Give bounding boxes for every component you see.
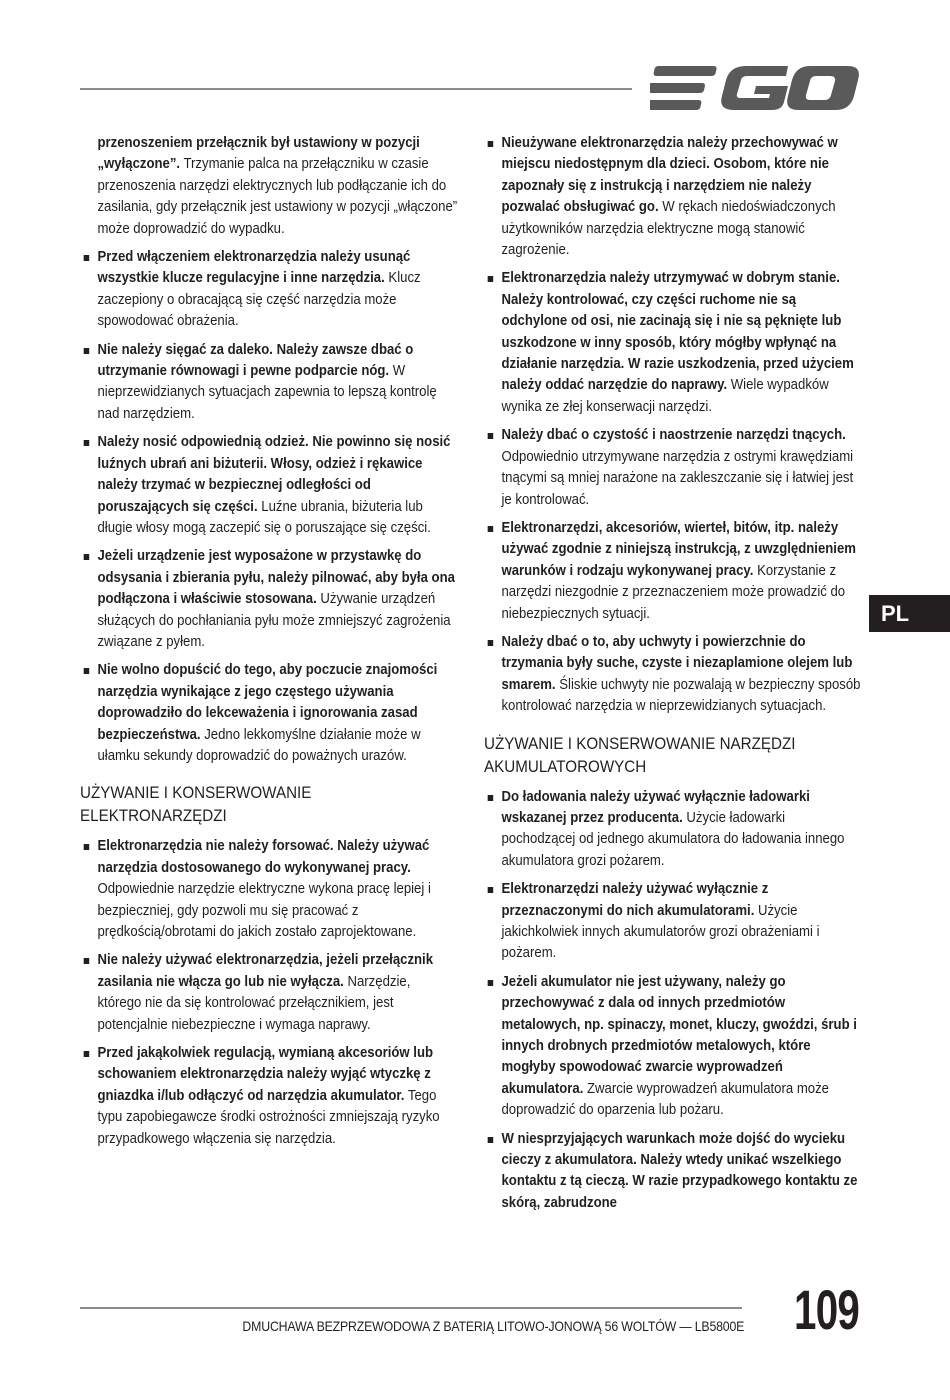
bullet-icon bbox=[84, 668, 90, 674]
left-column bbox=[80, 133, 458, 1157]
list-item: Elektronarzędzi, akcesoriów, wierteł, bitów, itp. należy używać zgodnie z niniejszą instrukcją, z uwzględnieniem warunków i rodzaju wykonywanej pracy. Korzystanie z narzędzi niezgodnie z przeznaczeniem może prowadzić do niebezpiecznych sytuacji. bbox=[484, 518, 861, 625]
bullet-icon bbox=[84, 440, 90, 446]
bullet-icon bbox=[84, 1051, 90, 1057]
bullet-icon bbox=[84, 348, 90, 354]
list-item: Do ładowania należy używać wyłącznie ładowarki wskazanej przez producenta. Użycie ładowarki pochodzącej od jednego akumulatora do ładowania innego akumulatora grozi pożarem. bbox=[484, 787, 861, 873]
header-rule bbox=[80, 88, 632, 90]
bullet-icon bbox=[488, 980, 494, 986]
list-item: Jeżeli akumulator nie jest używany, należy go przechowywać z dala od innych przedmiotów metalowych, np. spinaczy, monet, kluczy, gwoździ, śrub i innych drobnych przedmiotów metalowych, które mogłyby spowodować zwarcie wyprowadzeń akumulatora. Zwarcie wyprowadzeń akumulatora może doprowadzić do oparzenia lub pożaru. bbox=[484, 972, 861, 1122]
bullet-icon bbox=[488, 141, 494, 147]
list-item: Przed włączeniem elektronarzędzia należy usunąć wszystkie klucze regulacyjne i inne narzędzia. Klucz zaczepiony o obracającą się część narzędzia może spowodować obrażenia. bbox=[80, 247, 457, 333]
list-item: Nie należy używać elektronarzędzia, jeżeli przełącznik zasilania nie włącza go lub nie wyłącza. Narzędzie, którego nie da się kontrolować przełącznikiem, jest potencjalnie niebezpieczne i wymaga naprawy. bbox=[80, 950, 457, 1036]
bullet-icon bbox=[488, 276, 494, 282]
bullet-icon bbox=[488, 795, 494, 801]
list-item: W niesprzyjających warunkach może dojść do wycieku cieczy z akumulatora. Należy wtedy unikać wszelkiego kontaktu z tą cieczą. W razie przypadkowego kontaktu ze skórą, zabrudzone bbox=[484, 1129, 861, 1215]
list-item: Należy dbać o to, aby uchwyty i powierzchnie do trzymania były suche, czyste i niezaplamione olejem lub smarem. Śliskie uchwyty nie pozwalają w bezpieczny sposób kontrolować narzędzia w nieprzewidzianych sytuacjach. bbox=[484, 632, 861, 718]
list-item: Przed jakąkolwiek regulacją, wymianą akcesoriów lub schowaniem elektronarzędzia należy wyjąć wtyczkę z gniazdka i/lub odłączyć od narzędzia akumulator. Tego typu zapobiegawcze środki ostrożności zmniejszają ryzyko przypadkowego włączenia się narzędzia. bbox=[80, 1043, 457, 1150]
bullet-icon bbox=[488, 640, 494, 646]
list-item: Elektronarzędzia nie należy forsować. Należy używać narzędzia dostosowanego do wykonywanej pracy. Odpowiednie narzędzie elektryczne wykona pracę lepiej i bezpieczniej, gdy pozwoli mu się pracować z prędkością/obrotami do jakich zostało zaprojektowane. bbox=[80, 836, 457, 943]
list-item: Nie należy sięgać za daleko. Należy zawsze dbać o utrzymanie równowagi i pewne podparcie nóg. W nieprzewidzianych sytuacjach zapewnia to lepszą kontrolę nad narzędziem. bbox=[80, 340, 457, 426]
intro-paragraph: przenoszeniem przełącznik był ustawiony w pozycji „wyłączone”. Trzymanie palca na przełączniku w czasie przenoszenia narzędzi elektrycznych lub podłączanie ich do zasilania, gdy przełącznik jest ustawiony w pozycji „włączone” może doprowadzić do wypadku. bbox=[97, 135, 458, 237]
list-item: Należy nosić odpowiednią odzież. Nie powinno się nosić luźnych ubrań ani biżuterii. Włosy, odzież i rękawice należy trzymać w bezpiecznej odległości od poruszających się części. Luźne ubrania, biżuteria lub długie włosy mogą zaczepić się o poruszające się części. bbox=[80, 432, 457, 539]
bullet-icon bbox=[84, 255, 90, 261]
language-tab: PL bbox=[869, 595, 950, 632]
bullet-icon bbox=[84, 554, 90, 560]
bullet-icon bbox=[84, 958, 90, 964]
bullet-icon bbox=[488, 887, 494, 893]
list-item: Nieużywane elektronarzędzia należy przechowywać w miejscu niedostępnym dla dzieci. Osobom, które nie zapoznały się z instrukcją i narzędziem nie należy pozwalać obsługiwać go. W rękach niedoświadczonych użytkowników narzędzia elektryczne mogą stanowić zagrożenie. bbox=[484, 133, 861, 261]
list-item: Należy dbać o czystość i naostrzenie narzędzi tnących. Odpowiednio utrzymywane narzędzia z ostrymi krawędziami tnącymi są mniej narażone na zakleszczanie się i łatwiej jest je kontrolować. bbox=[484, 425, 861, 511]
section-heading: UŻYWANIE I KONSERWOWANIE ELEKTRONARZĘDZI bbox=[80, 784, 312, 826]
page-number: 109 bbox=[794, 1278, 860, 1341]
footer-rule bbox=[80, 1307, 742, 1309]
list-item: Elektronarzędzia należy utrzymywać w dobrym stanie. Należy kontrolować, czy części ruchome nie są odchylone od osi, nie zacinają się i nie są pęknięte lub uszkodzone w inny sposób, który mógłby wpłynąć na działanie narzędzia. W razie uszkodzenia, przed użyciem należy oddać narzędzie do naprawy. Wiele wypadków wynika ze złej konserwacji narzędzi. bbox=[484, 268, 861, 418]
ego-logo bbox=[650, 62, 862, 114]
list-item: Elektronarzędzi należy używać wyłącznie z przeznaczonymi do nich akumulatorami. Użycie jakichkolwiek innych akumulatorów grozi obrażeniami i pożarem. bbox=[484, 879, 861, 965]
bullet-icon bbox=[488, 1137, 494, 1143]
right-column bbox=[484, 133, 862, 1221]
bullet-icon bbox=[488, 526, 494, 532]
section-heading: UŻYWANIE I KONSERWOWANIE NARZĘDZI AKUMULATOROWYCH bbox=[484, 734, 796, 776]
list-item: Nie wolno dopuścić do tego, aby poczucie znajomości narzędzia wynikające z jego częstego używania doprowadziło do lekceważenia i ignorowania zasad bezpieczeństwa. Jedno lekkomyślne działanie może w ułamku sekundy doprowadzić do poważnych urazów. bbox=[80, 660, 457, 767]
bullet-icon bbox=[84, 844, 90, 850]
footer-title: DMUCHAWA BEZPRZEWODOWA Z BATERIĄ LITOWO-JONOWĄ 56 WOLTÓW — LB5800E bbox=[242, 1318, 744, 1334]
list-item: Jeżeli urządzenie jest wyposażone w przystawkę do odsysania i zbierania pyłu, należy pilnować, aby była ona podłączona i właściwie stosowana. Używanie urządzeń służących do pochłaniania pyłu może zmniejszyć zagrożenia związane z pyłem. bbox=[80, 546, 457, 653]
bullet-icon bbox=[488, 433, 494, 439]
